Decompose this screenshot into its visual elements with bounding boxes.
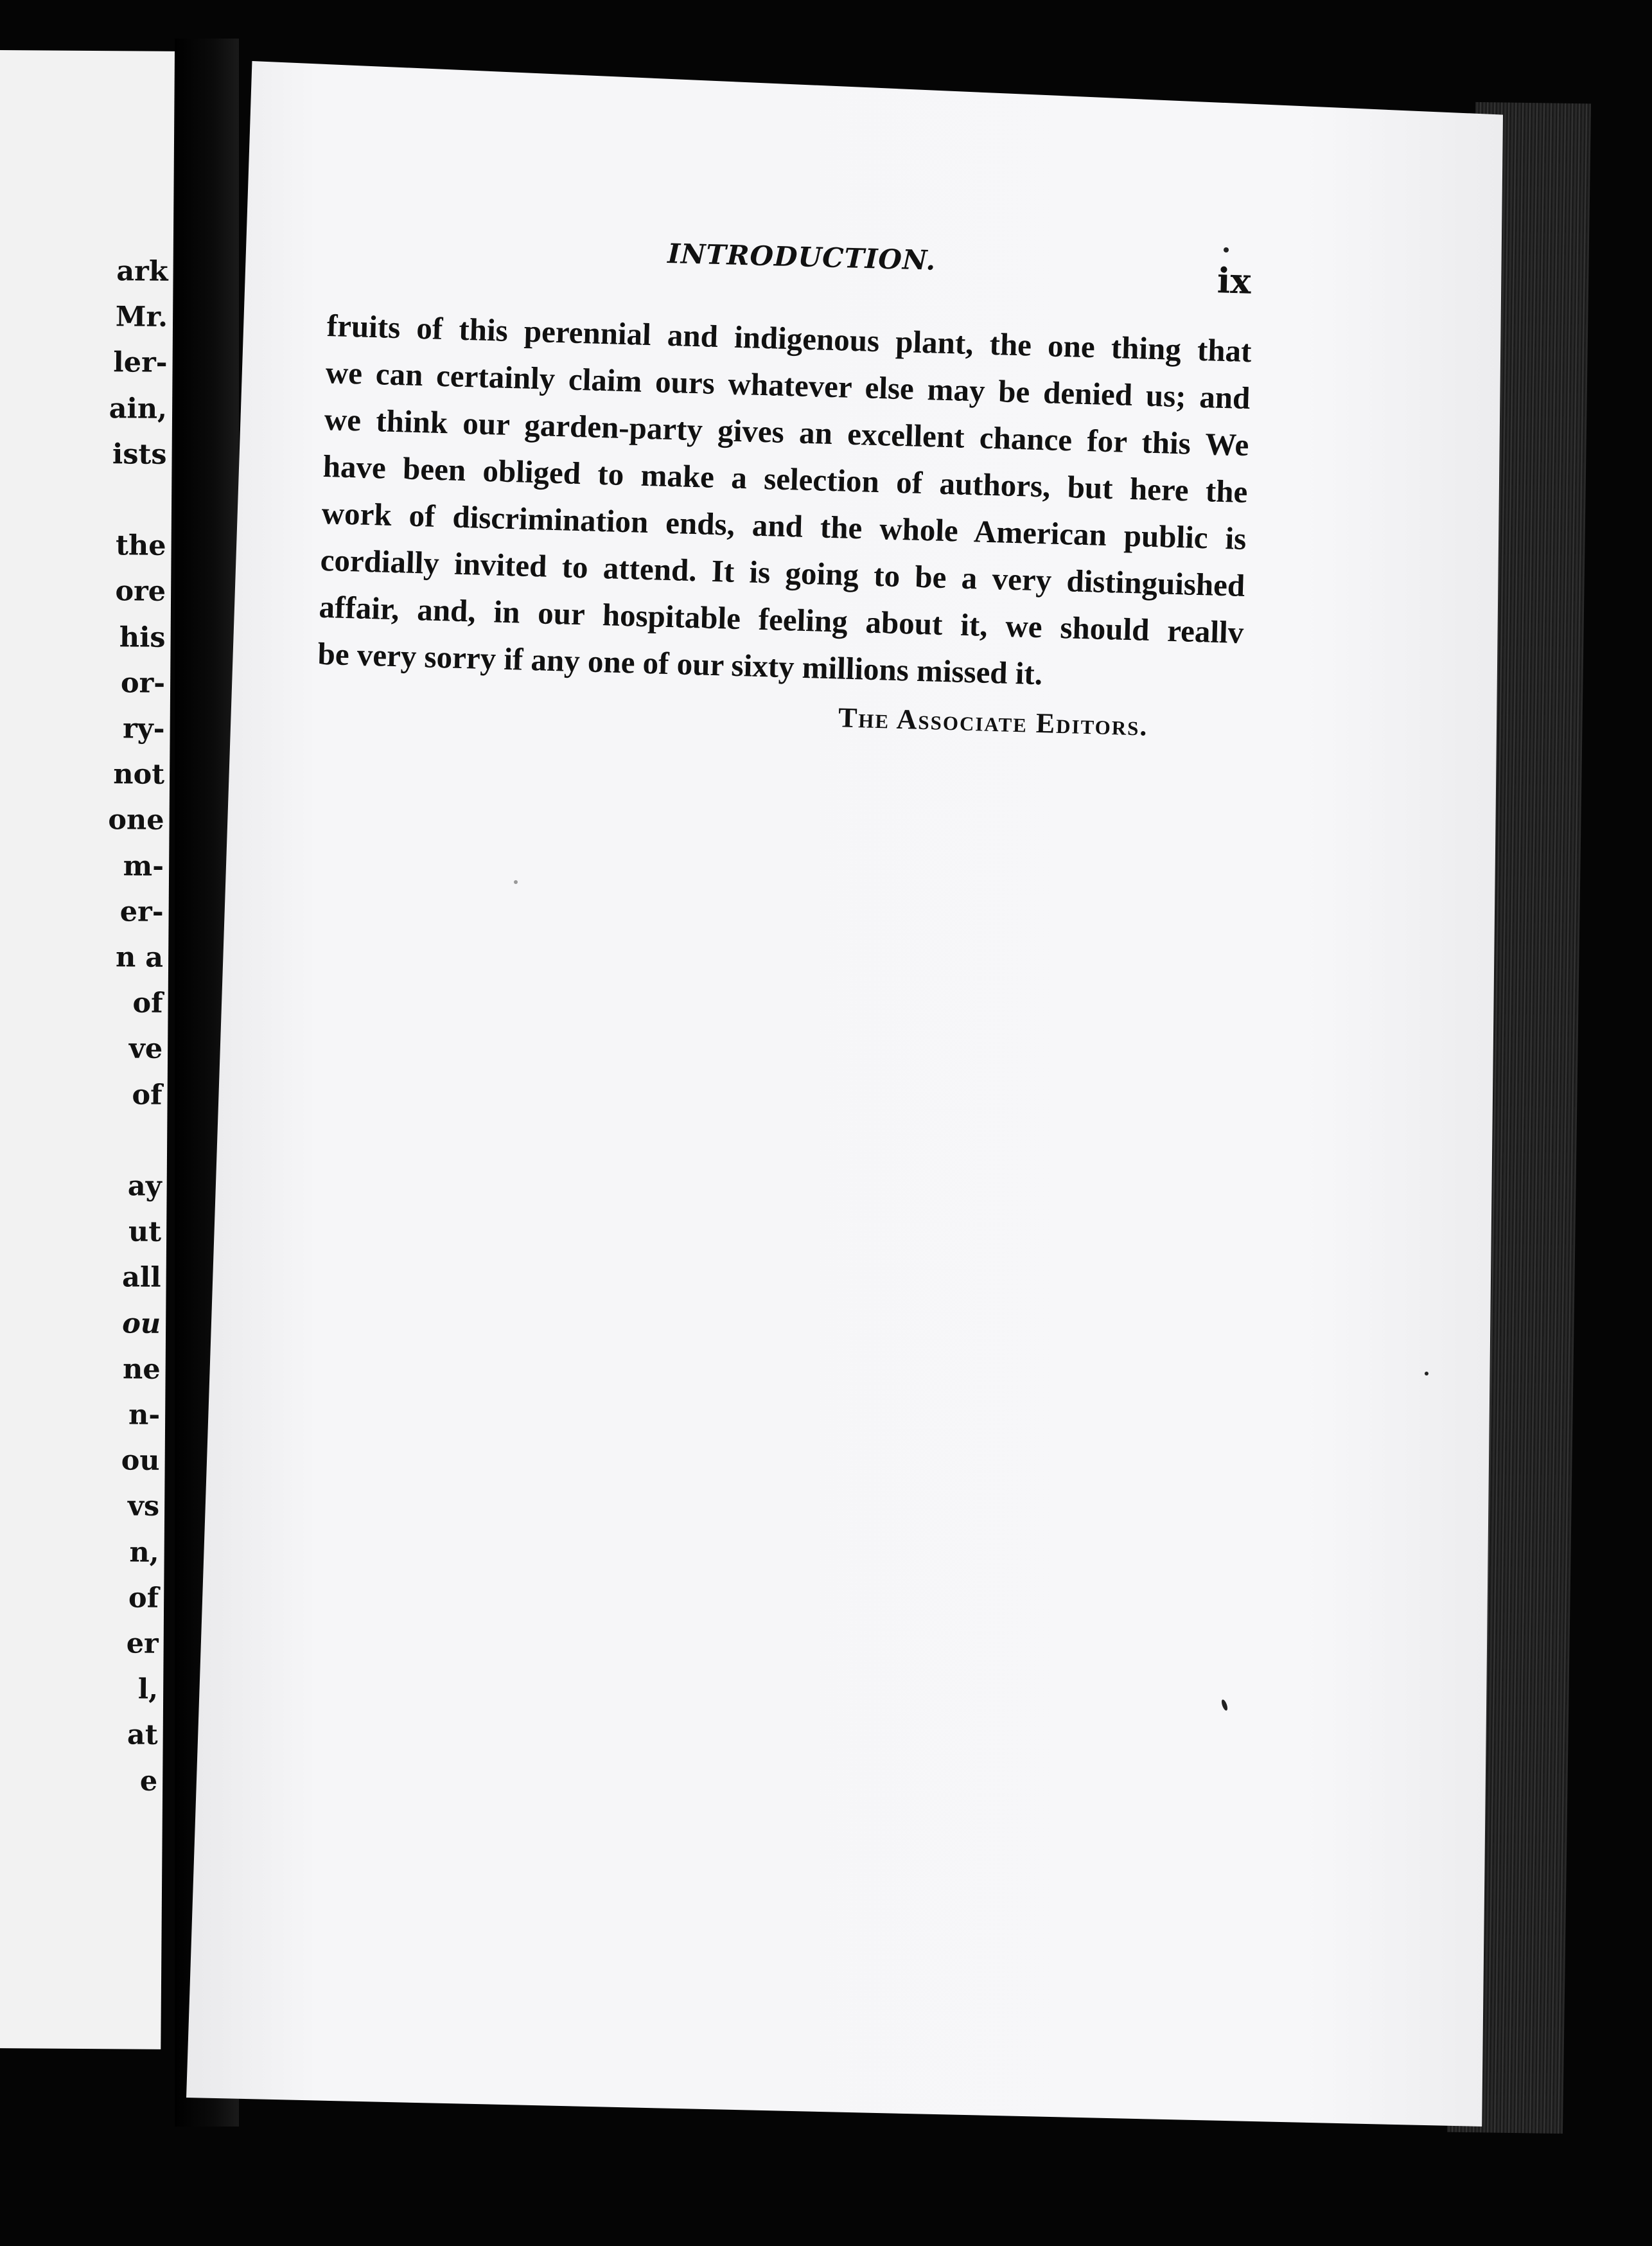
left-page-line-fragment: the: [115, 529, 166, 563]
left-page-line-fragment: vs: [127, 1490, 160, 1523]
text-line: affair, and, in our hospitable feeling about it, we should reallv: [318, 588, 1244, 651]
left-page-line-fragment: ut: [128, 1216, 162, 1248]
left-page-line-fragment: ou: [122, 1307, 161, 1340]
left-page-line-fragment: n a: [115, 941, 164, 974]
left-page-line-fragment: ists: [112, 438, 167, 471]
text-line: work of discrimination ends, and the whole American public is: [321, 495, 1247, 557]
left-page-line-fragment: m-: [123, 849, 164, 883]
left-page-line-fragment: ne: [122, 1353, 161, 1386]
left-page-line-fragment: l,: [137, 1673, 159, 1706]
left-page-line-fragment: at: [127, 1719, 158, 1752]
ink-dot: [1224, 247, 1229, 252]
left-page-line-fragment: ain,: [109, 392, 168, 425]
text-line: fruits of this perennial and indigenous plant, the one thing that: [326, 307, 1252, 369]
running-header: INTRODUCTION.: [667, 238, 936, 276]
left-page-line-fragment: ler-: [113, 346, 168, 380]
left-page-line-fragment: n-: [128, 1399, 161, 1431]
left-page-line-fragment: ou: [121, 1444, 160, 1477]
left-page-line-fragment: n,: [129, 1536, 159, 1569]
text-line: we can certainly claim ours whatever else may be denied us; and: [325, 354, 1251, 416]
left-page-line-fragment: er: [126, 1627, 159, 1660]
body-text: [317, 302, 1252, 703]
left-facing-page: [0, 50, 175, 2049]
left-page-line-fragment: or-: [120, 667, 166, 700]
left-page-text: [0, 50, 175, 1798]
left-page-line-fragment: of: [128, 1582, 159, 1614]
left-page-line-fragment: ark: [116, 255, 168, 288]
left-page-line-fragment: of: [132, 1079, 163, 1111]
left-page-line-fragment: ore: [115, 575, 166, 608]
text-line: be very sorry if any one of our sixty millions missed it.: [317, 635, 1043, 692]
left-page-line-fragment: one: [108, 804, 164, 837]
page-number: ix: [1217, 260, 1252, 302]
text-line: we think our garden-party gives an excellent chance for this We: [324, 401, 1250, 463]
signature: The Associate Editors.: [838, 702, 1149, 742]
text-line: cordially invited to attend. It is going to be a very distinguished: [320, 542, 1245, 604]
left-page-line-fragment: all: [121, 1261, 161, 1295]
left-page-line-fragment: of: [132, 987, 163, 1020]
left-page-line-fragment: his: [119, 621, 166, 654]
left-page-line-fragment: ry-: [122, 712, 165, 745]
text-line: have been obliged to make a selection of authors, but here the: [322, 448, 1249, 510]
ink-speck: [1425, 1372, 1428, 1375]
left-page-line-fragment: ve: [128, 1032, 163, 1066]
left-page-line-fragment: e: [139, 1765, 158, 1798]
ink-speck: [514, 880, 518, 884]
left-page-line-fragment: ay: [127, 1170, 162, 1203]
left-page-line-fragment: not: [113, 758, 165, 791]
left-page-line-fragment: Mr.: [115, 301, 168, 334]
left-page-line-fragment: er-: [119, 896, 164, 928]
